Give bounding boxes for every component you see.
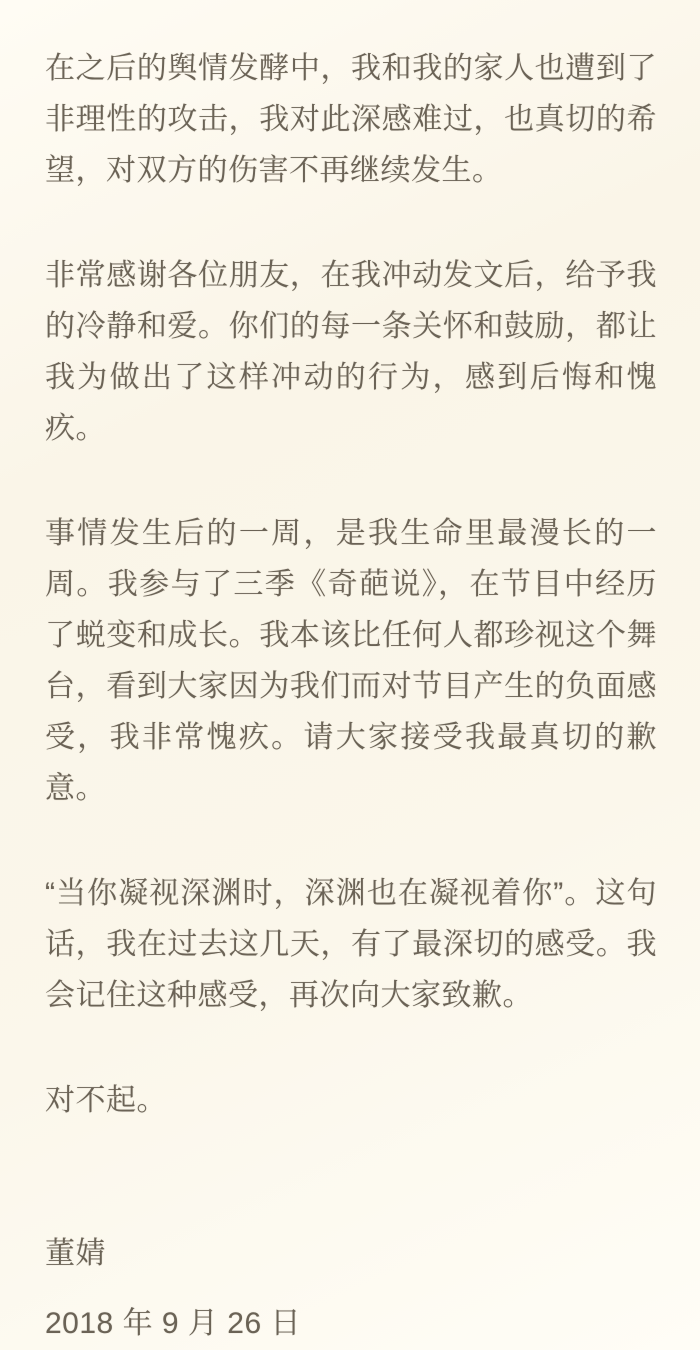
paragraph-longest-week: 事情发生后的一周，是我生命里最漫长的一周。我参与了三季《奇葩说》，在节目中经历了蜕变和成长。我本该比任何人都珍视这个舞台，看到大家因为我们而对节目产生的负面感受，我非常愧疚。请大家接受我最真切的歉意。	[45, 517, 657, 805]
apology-line: 对不起。	[45, 1084, 167, 1117]
paragraph-thanks-friends: 非常感谢各位朋友，在我冲动发文后，给予我的冷静和爱。你们的每一条关怀和鼓励，都让我为做出了这样冲动的行为，感到后悔和愧疚。	[45, 259, 657, 445]
paragraph-abyss-quote: “当你凝视深渊时，深渊也在凝视着你”。这句话，我在过去这几天，有了最深切的感受。我会记住这种感受，再次向大家致歉。	[45, 877, 657, 1012]
signature-block	[45, 1228, 657, 1349]
signature-name: 董婧	[45, 1237, 106, 1270]
paragraph-public-opinion: 在之后的舆情发酵中，我和我的家人也遭到了非理性的攻击，我对此深感难过，也真切的希望，对双方的伤害不再继续发生。	[45, 52, 657, 187]
signature-date: 2018 年 9 月 26 日	[45, 1307, 301, 1340]
